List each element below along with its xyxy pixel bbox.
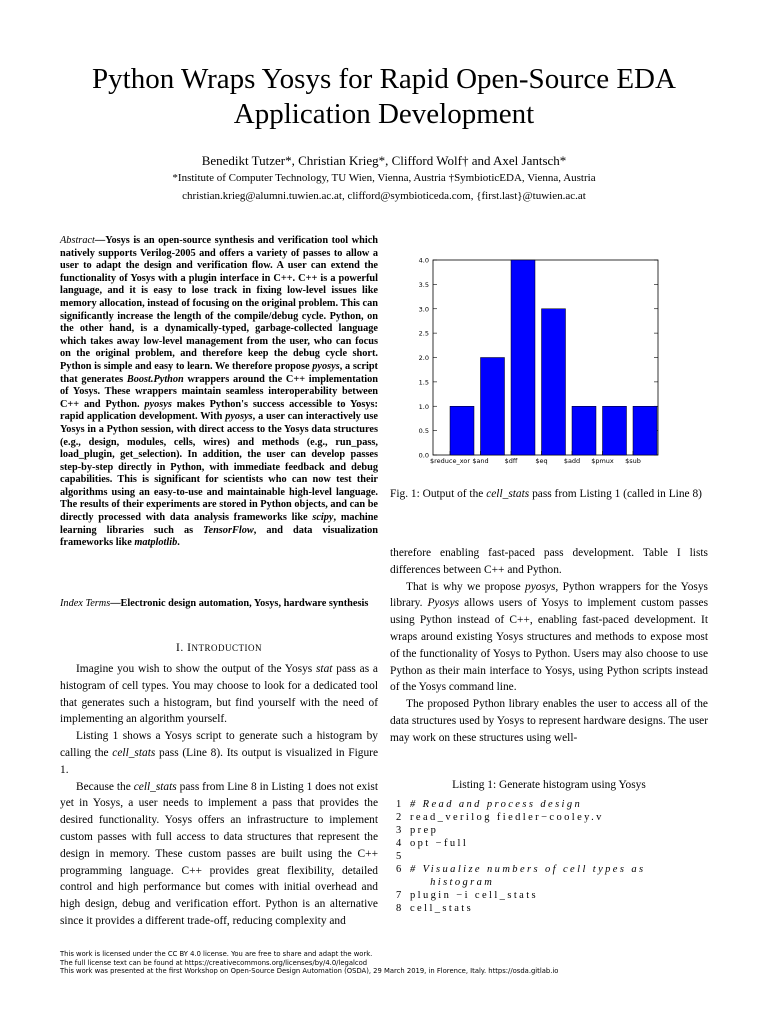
- x-tick-label: $dff: [504, 457, 518, 465]
- code-text: read_verilog fiedler−cooley.v: [410, 812, 604, 823]
- code-line: [396, 876, 708, 889]
- footer-line: This work was presented at the first Workshop on Open-Source Design Automation (OSDA), 29 March 2019, in Florence, Italy. https://osda.gitlab.io: [60, 967, 559, 976]
- line-number: 1: [396, 799, 402, 810]
- cell-stats-bar-chart: [390, 248, 708, 473]
- left-column-body: [60, 661, 378, 930]
- bar-pmux: [603, 406, 627, 455]
- paragraph: Imagine you wish to show the output of the Yosys stat pass as a histogram of cell types. You may choose to look for a dedicated tool that generates such a histogram, but find yourself with the need of implementing an algorithm yourself.: [60, 663, 378, 726]
- line-number: 3: [396, 825, 402, 836]
- code-line: [396, 889, 708, 902]
- bar-dff: [511, 260, 535, 455]
- code-line: [396, 837, 708, 850]
- line-number: 2: [396, 812, 402, 823]
- bar-add: [572, 406, 596, 455]
- code-line: [396, 811, 708, 824]
- code-text: prep: [410, 825, 439, 836]
- bar-reduce-xor: [450, 406, 474, 455]
- x-tick-label: $pmux: [591, 457, 614, 465]
- line-number: 6: [396, 864, 402, 875]
- code-line: [396, 850, 708, 863]
- x-tick-label: $and: [472, 457, 489, 465]
- author-list: Benedikt Tutzer*, Christian Krieg*, Clifford Wolf† and Axel Jantsch*: [201, 153, 567, 168]
- footer-line: The full license text can be found at https://creativecommons.org/licenses/by/4.0/legalcod: [60, 958, 368, 967]
- y-tick-label: 2.0: [418, 354, 429, 362]
- index-terms: Index Terms—Electronic design automation, Yosys, hardware synthesis: [60, 598, 369, 609]
- line-number: 8: [396, 903, 402, 914]
- code-text: # Visualize numbers of cell types as: [410, 864, 646, 875]
- code-text: [410, 850, 708, 863]
- bar-eq: [542, 309, 566, 455]
- figure-caption: Fig. 1: Output of the cell_stats pass from Listing 1 (called in Line 8): [390, 488, 702, 500]
- section-heading-introduction: I. INTRODUCTION: [176, 642, 262, 654]
- listing-caption: Listing 1: Generate histogram using Yosys: [452, 779, 646, 791]
- right-column-body: [390, 545, 708, 747]
- code-text: opt −full: [410, 838, 469, 849]
- y-tick-label: 0.5: [418, 427, 429, 436]
- paragraph: Listing 1 shows a Yosys script to generate such a histogram by calling the cell_stats pass (Line 8). Its output is visualized in Figure 1.: [60, 730, 378, 776]
- y-tick-label: 1.5: [418, 378, 429, 387]
- code-listing: [396, 798, 708, 915]
- code-line: [396, 902, 708, 915]
- y-tick-label: 2.5: [418, 329, 429, 338]
- paragraph: That is why we propose pyosys, Python wrappers for the Yosys library. Pyosys allows users of Yosys to implement custom passes using Python instead of C++, enabling fast-paced development. It wraps around existing Yosys structures and methods to expose most of the functionality of Yosys to Python. Users may also choose to use Python as their main interface to Yosys, using Python scripts instead of the Yosys command line.: [390, 580, 709, 694]
- y-tick-label: 0.0: [418, 451, 429, 460]
- x-tick-label: $sub: [625, 457, 641, 465]
- paragraph: The proposed Python library enables the user to access all of the data structures used by Yosys to represent hardware designs. The user may work on these structures using well-: [390, 698, 708, 744]
- paragraph: therefore enabling fast-paced pass development. Table I lists differences between C++ and Python.: [390, 547, 708, 576]
- code-text: # Read and process design: [410, 799, 583, 810]
- abstract-label: Abstract: [60, 235, 95, 246]
- abstract: Abstract—Yosys is an open-source synthesis and verification tool which natively supports Verilog-2005 and offers a variety of passes to allow a user to adapt the design and verification flow. A user can extend the functionality of Yosys with a plugin interface in C++. C++ is a powerful language, and it is easy to lose track in fixing low-level issues like memory allocation, instead of focusing on the original problem. This can significantly increase the length of the compile/debug cycle. Python, on the other hand, is a dynamically-typed, garbage-collected language which takes away low-level management from the user, who can focus on the original problem, and therefore keep the debug cycle short. Python is simple and easy to learn. We therefore propose pyosys, a script that generates Boost.Python wrappers around the C++ implementation of Yosys. These wrappers maintain seamless interoperability between C++ and Python. pyosys makes Python's success accessible to Yosys: rapid application development. With pyosys, a user can interactively use Yosys in a Python session, with direct access to the Yosys data structures (e.g., design, modules, cells, wires) and methods (e.g., run_pass, load_plugin, get_selection). In addition, the user can develop passes step-by-step directly in Python, with immediate feedback and debug capabilities. This is significant for scientists who can now test their algorithms using an easy-to-use and maintainable high-level language. The results of their experiments are stored in Python objects, and can be directly processed with data analysis frameworks like scipy, machine learning libraries such as TensorFlow, and data visualization frameworks like matplotlib.: [60, 235, 378, 549]
- line-number: [396, 876, 410, 889]
- footer-license: [60, 950, 720, 976]
- code-text: plugin −i cell_stats: [410, 890, 538, 901]
- bar-sub: [633, 406, 657, 455]
- code-line: [396, 824, 708, 837]
- x-tick-label: $add: [563, 457, 581, 465]
- y-tick-label: 3.5: [418, 280, 429, 289]
- author-emails: christian.krieg@alumni.tuwien.ac.at, clifford@symbioticeda.com, {first.last}@tuwien.ac.at: [182, 190, 586, 202]
- paragraph: Because the cell_stats pass from Line 8 in Listing 1 does not exist yet in Yosys, a user needs to implement a pass that provides the desired functionality. Yosys offers an infrastructure to implement custom passes with full access to data structures that represent the design in memory. These custom passes are built using the C++ programming language. C++ provides great flexibility, detailed control and high performance but comes with initial overhead and high design, debug and verification effort. Python is an alternative since it provides a different trade-off, reducing complexity and: [60, 780, 378, 927]
- affiliations: *Institute of Computer Technology, TU Wien, Vienna, Austria †SymbioticEDA, Vienna, Austria: [172, 172, 596, 184]
- y-tick-label: 1.0: [418, 402, 429, 411]
- line-number: 7: [396, 890, 402, 901]
- y-tick-label: 4.0: [418, 256, 429, 265]
- code-text: histogram: [410, 877, 495, 888]
- y-tick-label: 3.0: [418, 305, 429, 314]
- x-tick-label: $reduce_xor: [429, 457, 471, 465]
- bar-and: [481, 358, 505, 456]
- code-text: cell_stats: [410, 903, 474, 914]
- x-tick-label: $eq: [535, 457, 548, 465]
- line-number: 4: [396, 838, 402, 849]
- footer-line: This work is licensed under the CC BY 4.0 license. You are free to share and adapt the work.: [60, 950, 373, 958]
- line-number: 5: [396, 851, 402, 862]
- code-line: [396, 863, 708, 876]
- paper-title: Python Wraps Yosys for Rapid Open-Source EDA Application Development: [92, 63, 676, 130]
- code-line: [396, 798, 708, 811]
